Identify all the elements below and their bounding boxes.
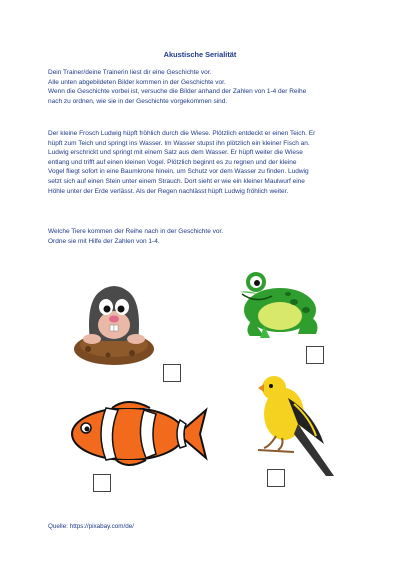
story-line: Der kleine Frosch Ludwig hüpft fröhlich durch die Wiese. Plötzlich entdeckt er einen Teich. Er: [48, 130, 316, 137]
number-box-mole[interactable]: [163, 364, 181, 382]
frog-illustration: [234, 264, 326, 342]
story-line: entlang und trifft auf einen kleinen Vogel. Plötzlich beginnt es zu regnen und der kleine: [48, 158, 297, 166]
task-line: Welche Tiere kommen der Reihe nach in der Geschichte vor.: [48, 228, 224, 235]
task-line: Ordne sie mit Hilfe der Zahlen von 1-4.: [48, 237, 160, 245]
instruction-line: nach zu ordnen, wie sie in der Geschichte vorgekommen sind.: [48, 97, 228, 105]
yellow-bird-illustration: [254, 374, 336, 478]
number-box-bird[interactable]: [267, 469, 285, 487]
task-text: [48, 227, 358, 246]
instruction-line: Alle unten abgebildeten Bilder kommen in der Geschichte vor.: [48, 78, 226, 86]
story-line: Höhle unter der Erde verlässt. Als der Regen nachlässt hüpft Ludwig fröhlich weiter.: [48, 187, 289, 195]
instruction-line: Dein Trainer/deine Trainerin liest dir eine Geschichte vor.: [48, 69, 212, 76]
image-source: Quelle: https://pixabay.com/de/: [48, 523, 134, 530]
story-line: Vogel fliegt sofort in eine Baumkrone hinein, um Schutz vor dem Wasser zu finden. Ludwig: [48, 168, 309, 176]
story-text: [48, 129, 360, 196]
mole-illustration: [68, 275, 160, 367]
story-line: Ludwig erschrickt und springt mit einem Satz aus dem Wasser. Er hüpft weiter die Wiese: [48, 149, 303, 157]
story-line: hüpft zum Teich und springt ins Wasser. Im Wasser stupst ihn plötzlich ein kleiner Fisch an.: [48, 139, 310, 147]
page-title: Akustische Serialität: [163, 50, 237, 59]
number-box-frog[interactable]: [306, 346, 324, 364]
clownfish-illustration: [66, 398, 208, 470]
instruction-line: Wenn die Geschichte vorbei ist, versuche die Bilder anhand der Zahlen von 1-4 der Reihe: [48, 88, 307, 96]
number-box-fish[interactable]: [93, 474, 111, 492]
story-line: setzt sich auf einen Stein unter einem Strauch. Dort sieht er wie ein kleiner Maulwurf eine: [48, 177, 305, 185]
instructions: [48, 68, 358, 106]
